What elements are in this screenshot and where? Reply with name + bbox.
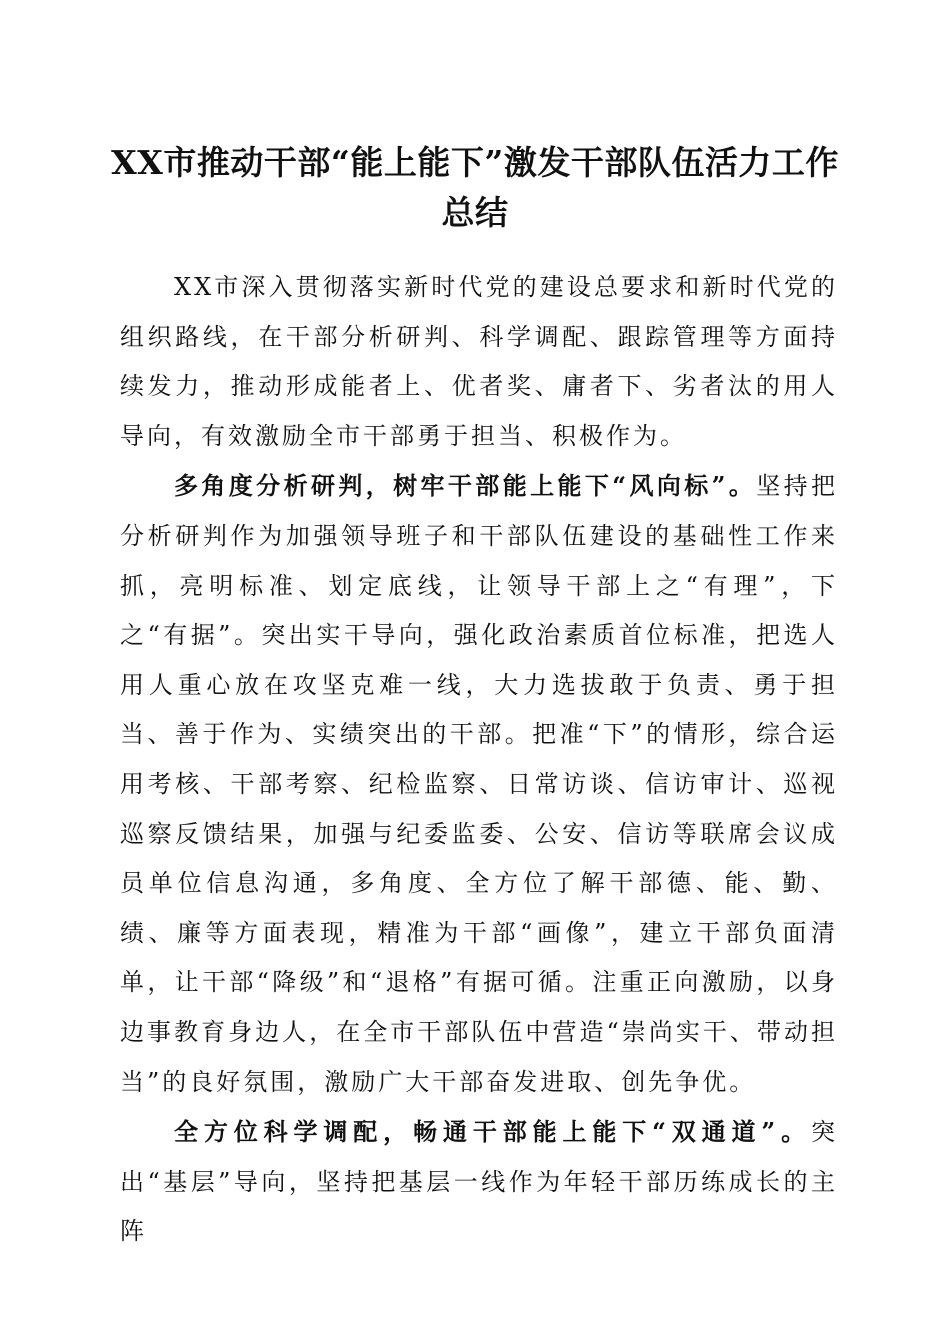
- document-title: XX市推动干部“能上能下”激发干部队伍活力工作总结: [111, 143, 839, 232]
- paragraph-text: XX市深入贯彻落实新时代党的建设总要求和新时代党的组织路线，在干部分析研判、科学调配、跟踪管理等方面持续发力，推动形成能者上、优者奖、庸者下、劣者汰的用人导向，有效激励全市干部勇于担当、积极作为。: [120, 273, 838, 450]
- paragraph-lead: 多角度分析研判，树牢干部能上能下“风向标”。: [174, 471, 757, 501]
- document-body: [120, 262, 838, 1257]
- paragraph-intro: [120, 262, 838, 461]
- paragraph-text: 坚持把分析研判作为加强领导班子和干部队伍建设的基础性工作来抓，亮明标准、划定底线，让领导干部上之“有理”，下之“有据”。突出实干导向，强化政治素质首位标准，把选人用人重心放在攻坚克难一线，大力选拔敢于负责、勇于担当、善于作为、实绩突出的干部。把准“下”的情形，综合运用考核、干部考察、纪检监察、日常访谈、信访审计、巡视巡察反馈结果，加强与纪委监委、公安、信访等联席会议成员单位信息沟通，多角度、全方位了解干部德、能、勤、绩、廉等方面表现，精准为干部“画像”，建立干部负面清单，让干部“降级”和“退格”有据可循。注重正向激励，以身边事教育身边人，在全市干部队伍中营造“崇尚实干、带动担当”的良好氛围，激励广大干部奋发进取、创先争优。: [120, 472, 839, 1096]
- paragraph-analysis: [120, 461, 838, 1107]
- paragraph-text: 突出“基层”导向，坚持把基层一线作为年轻干部历练成长的主阵: [120, 1118, 838, 1246]
- paragraph-lead: 全方位科学调配，畅通干部能上能下“双通道”。: [174, 1117, 811, 1147]
- paragraph-allocation: [120, 1107, 838, 1257]
